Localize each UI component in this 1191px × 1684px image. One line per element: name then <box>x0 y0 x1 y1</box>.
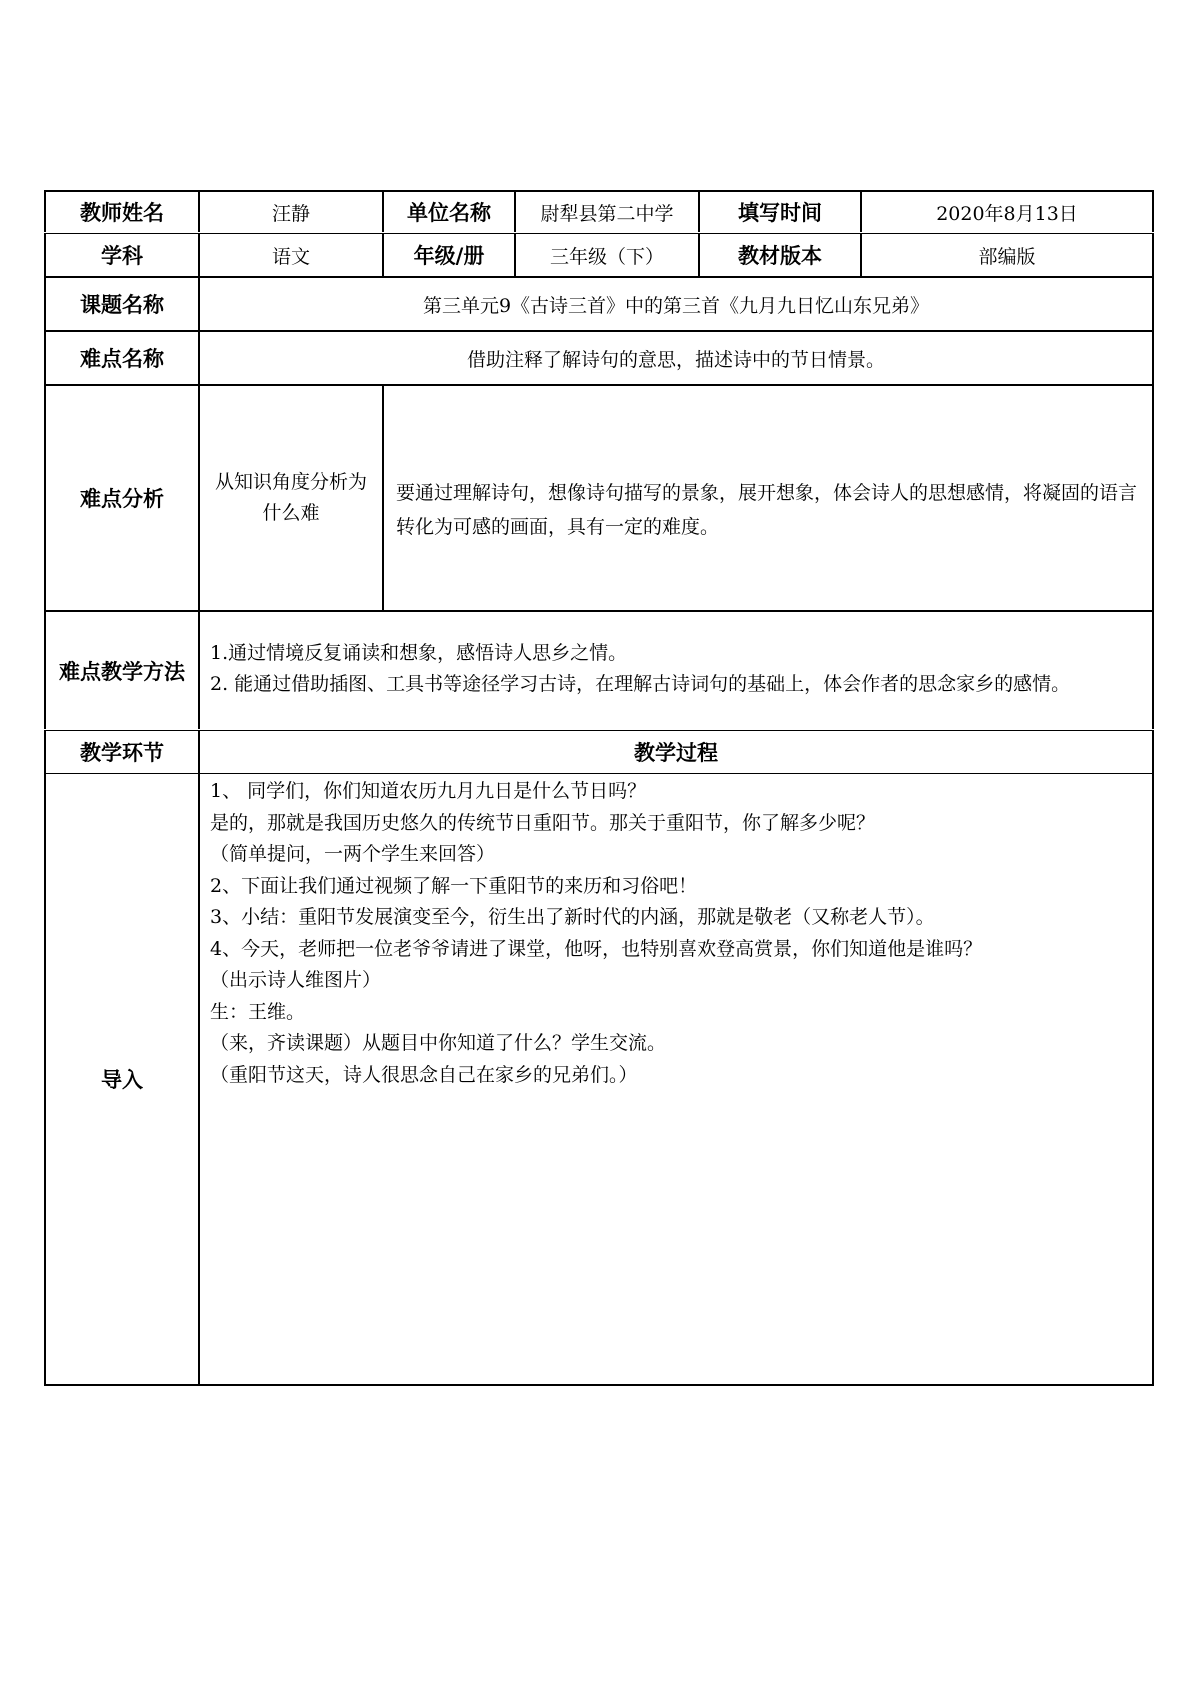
intro-line: 3、小结：重阳节发展演变至今，衍生出了新时代的内涵，那就是敬老（又称老人节）。 <box>210 906 935 928</box>
grade-value: 三年级（下） <box>516 234 700 276</box>
edition-value: 部编版 <box>978 245 1036 268</box>
intro-line: 4、今天，老师把一位老爷爷请进了课堂，他呀，也特别喜欢登高赏景，你们知道他是谁吗？ <box>210 937 983 960</box>
method-row <box>44 612 1154 729</box>
edition-label: 教材版本 <box>700 234 862 276</box>
method-line: 2. 能通过借助插图、工具书等途径学习古诗，在理解古诗词句的基础上，体会作者的思念家乡的感情。 <box>210 673 1071 695</box>
analysis-row <box>44 386 1154 610</box>
subject-value: 语文 <box>200 234 384 276</box>
intro-line: （重阳节这天，诗人很思念自己在家乡的兄弟们。） <box>210 1063 638 1086</box>
topic-label: 课题名称 <box>46 278 200 330</box>
header-row-1 <box>44 190 1154 232</box>
method-content <box>200 612 1152 729</box>
intro-line: （简单提问，一两个学生来回答） <box>210 843 496 865</box>
analysis-label: 难点分析 <box>46 386 200 610</box>
unit-label: 单位名称 <box>384 192 516 232</box>
grade-label: 年级/册 <box>384 234 516 276</box>
unit-value: 尉犁县第二中学 <box>516 192 700 232</box>
difficulty-value: 借助注释了解诗句的意思，描述诗中的节日情景。 <box>466 348 885 371</box>
topic-row <box>44 278 1154 330</box>
time-label: 填写时间 <box>700 192 862 232</box>
topic-value: 第三单元9《古诗三首》中的第三首《九月九日忆山东兄弟》 <box>422 294 930 317</box>
intro-line: 1、 同学们，你们知道农历九月九日是什么节日吗？ <box>210 780 647 802</box>
analysis-sublabel: 从知识角度分析为什么难 <box>200 386 384 610</box>
teacher-label: 教师姓名 <box>46 192 200 232</box>
intro-line: 是的，那就是我国历史悠久的传统节日重阳节。那关于重阳节，你了解多少呢？ <box>210 811 876 834</box>
difficulty-row <box>44 332 1154 384</box>
intro-line: （出示诗人维图片） <box>210 969 382 991</box>
method-label: 难点教学方法 <box>46 612 200 729</box>
intro-line: 2、下面让我们通过视频了解一下重阳节的来历和习俗吧！ <box>210 874 698 897</box>
process-label: 教学过程 <box>634 741 718 765</box>
intro-content <box>200 774 1152 1384</box>
difficulty-label: 难点名称 <box>46 332 200 384</box>
process-header-row <box>44 731 1154 773</box>
intro-row <box>44 774 1154 1386</box>
time-value: 2020年8月13日 <box>936 202 1078 225</box>
header-row-2 <box>44 234 1154 276</box>
teacher-value: 汪静 <box>200 192 384 232</box>
analysis-value: 要通过理解诗句，想像诗句描写的景象，展开想象，体会诗人的思想感情，将凝固的语言转化为可感的画面，具有一定的难度。 <box>396 482 1138 538</box>
method-line: 1.通过情境反复诵读和想象，感悟诗人思乡之情。 <box>210 642 628 664</box>
intro-line: 生：王维。 <box>210 1000 306 1023</box>
intro-line: （来，齐读课题）从题目中你知道了什么？学生交流。 <box>210 1032 667 1054</box>
intro-label: 导入 <box>46 774 200 1384</box>
subject-label: 学科 <box>46 234 200 276</box>
stage-label: 教学环节 <box>46 731 200 773</box>
